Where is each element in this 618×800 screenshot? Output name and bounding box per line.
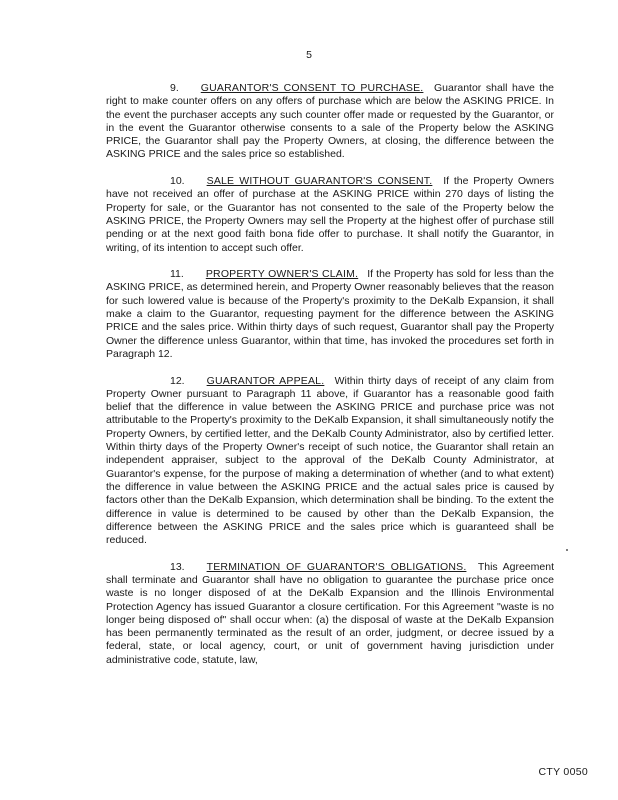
paragraph-number: 10. [170, 175, 185, 188]
paragraph-text: If the Property has sold for less than the ASKING PRICE, as determined herein, and Property Owner reasonably believes that the reason for such lowered value is because of the Property's proximity to the DeKalb Expansion, it shall make a claim to the Guarantor, requesting payment for the difference between the ASKING PRICE and the sales price. Within thirty days of such request, Guarantor shall pay the Property Owner the difference unless Guarantor, within that time, has invoked the procedures set forth in Paragraph 12. [106, 268, 555, 360]
paragraph-text: If the Property Owners have not received an offer of purchase at the ASKING PRICE within 270 days of listing the Property for sale, or the Guarantor has not consented to the sale of the Property below the ASKING PRICE, the Property Owners may sell the Property at the highest offer of purchase still pending or at the next good faith bona fide offer to purchase. It shall notify the Guarantor, in writing, of its intention to accept such offer. [106, 175, 554, 254]
paragraph-text: Within thirty days of receipt of any claim from Property Owner pursuant to Paragraph 11 above, if Guarantor has a reasonable good faith belief that the difference in value between the ASKING PRICE and purchase price was not attributable to the Property's proximity to the DeKalb Expansion, it shall simultaneously notify the Property Owners, by certified letter, and the DeKalb County Administrator, also by certified letter. Within thirty days of the Property Owner's receipt of such notice, the Guarantor shall retain an independent appraiser, subject to the approval of the DeKalb County Administrator, at Guarantor's expense, for the purpose of making a determination of whether (and to what extent) the difference in value between the ASKING PRICE and the actual sales price is caused by factors other than the DeKalb Expansion, which determination shall be binding. To the extent the difference in value is determined to be caused by other than the DeKalb Expansion, the difference between the ASKING PRICE and the sales price which is guaranteed shall be reduced. [106, 374, 554, 547]
bates-stamp: CTY 0050 [538, 766, 588, 778]
paragraph-10 [106, 175, 554, 255]
paragraph-heading: SALE WITHOUT GUARANTOR'S CONSENT. [206, 175, 433, 188]
document-body [106, 82, 554, 680]
scan-speck [566, 549, 568, 551]
paragraph-number: 11. [170, 268, 184, 281]
paragraph-heading: GUARANTOR APPEAL. [206, 374, 325, 387]
page-number: 5 [306, 49, 312, 61]
paragraph-number: 9. [170, 82, 179, 94]
paragraph-13 [106, 561, 554, 667]
paragraph-number: 12. [170, 374, 185, 387]
paragraph-9 [106, 82, 554, 162]
paragraph-heading: PROPERTY OWNER'S CLAIM. [205, 268, 359, 281]
paragraph-11 [106, 268, 554, 361]
paragraph-number: 13. [170, 560, 185, 573]
paragraph-text: This Agreement shall terminate and Guarantor shall have no obligation to guarantee the purchase price once waste is no longer disposed of at the DeKalb Expansion and the Illinois Environmental Protection Agency has issued Guarantor a closure certification. For this Agreement "waste is no longer being disposed of" shall occur when: (a) the disposal of waste at the DeKalb Expansion has been permanently terminated as the result of an order, judgment, or decree issued by a federal, state, or local agency, court, or unit of government having jurisdiction under administrative code, statute, law, [106, 560, 554, 666]
paragraph-text: Guarantor shall have the right to make counter offers on any offers of purchase which are below the ASKING PRICE. In the event the purchaser accepts any such counter offer made or requested by the Guarantor, or in the event the Guarantor otherwise consents to a sale of the Property below the ASKING PRICE, the Guarantor shall pay the Property Owners, at closing, the difference between the ASKING PRICE and the sales price so established. [106, 82, 554, 161]
paragraph-heading: TERMINATION OF GUARANTOR'S OBLIGATIONS. [206, 560, 467, 573]
paragraph-12 [106, 375, 554, 548]
paragraph-heading: GUARANTOR'S CONSENT TO PURCHASE. [200, 82, 424, 94]
